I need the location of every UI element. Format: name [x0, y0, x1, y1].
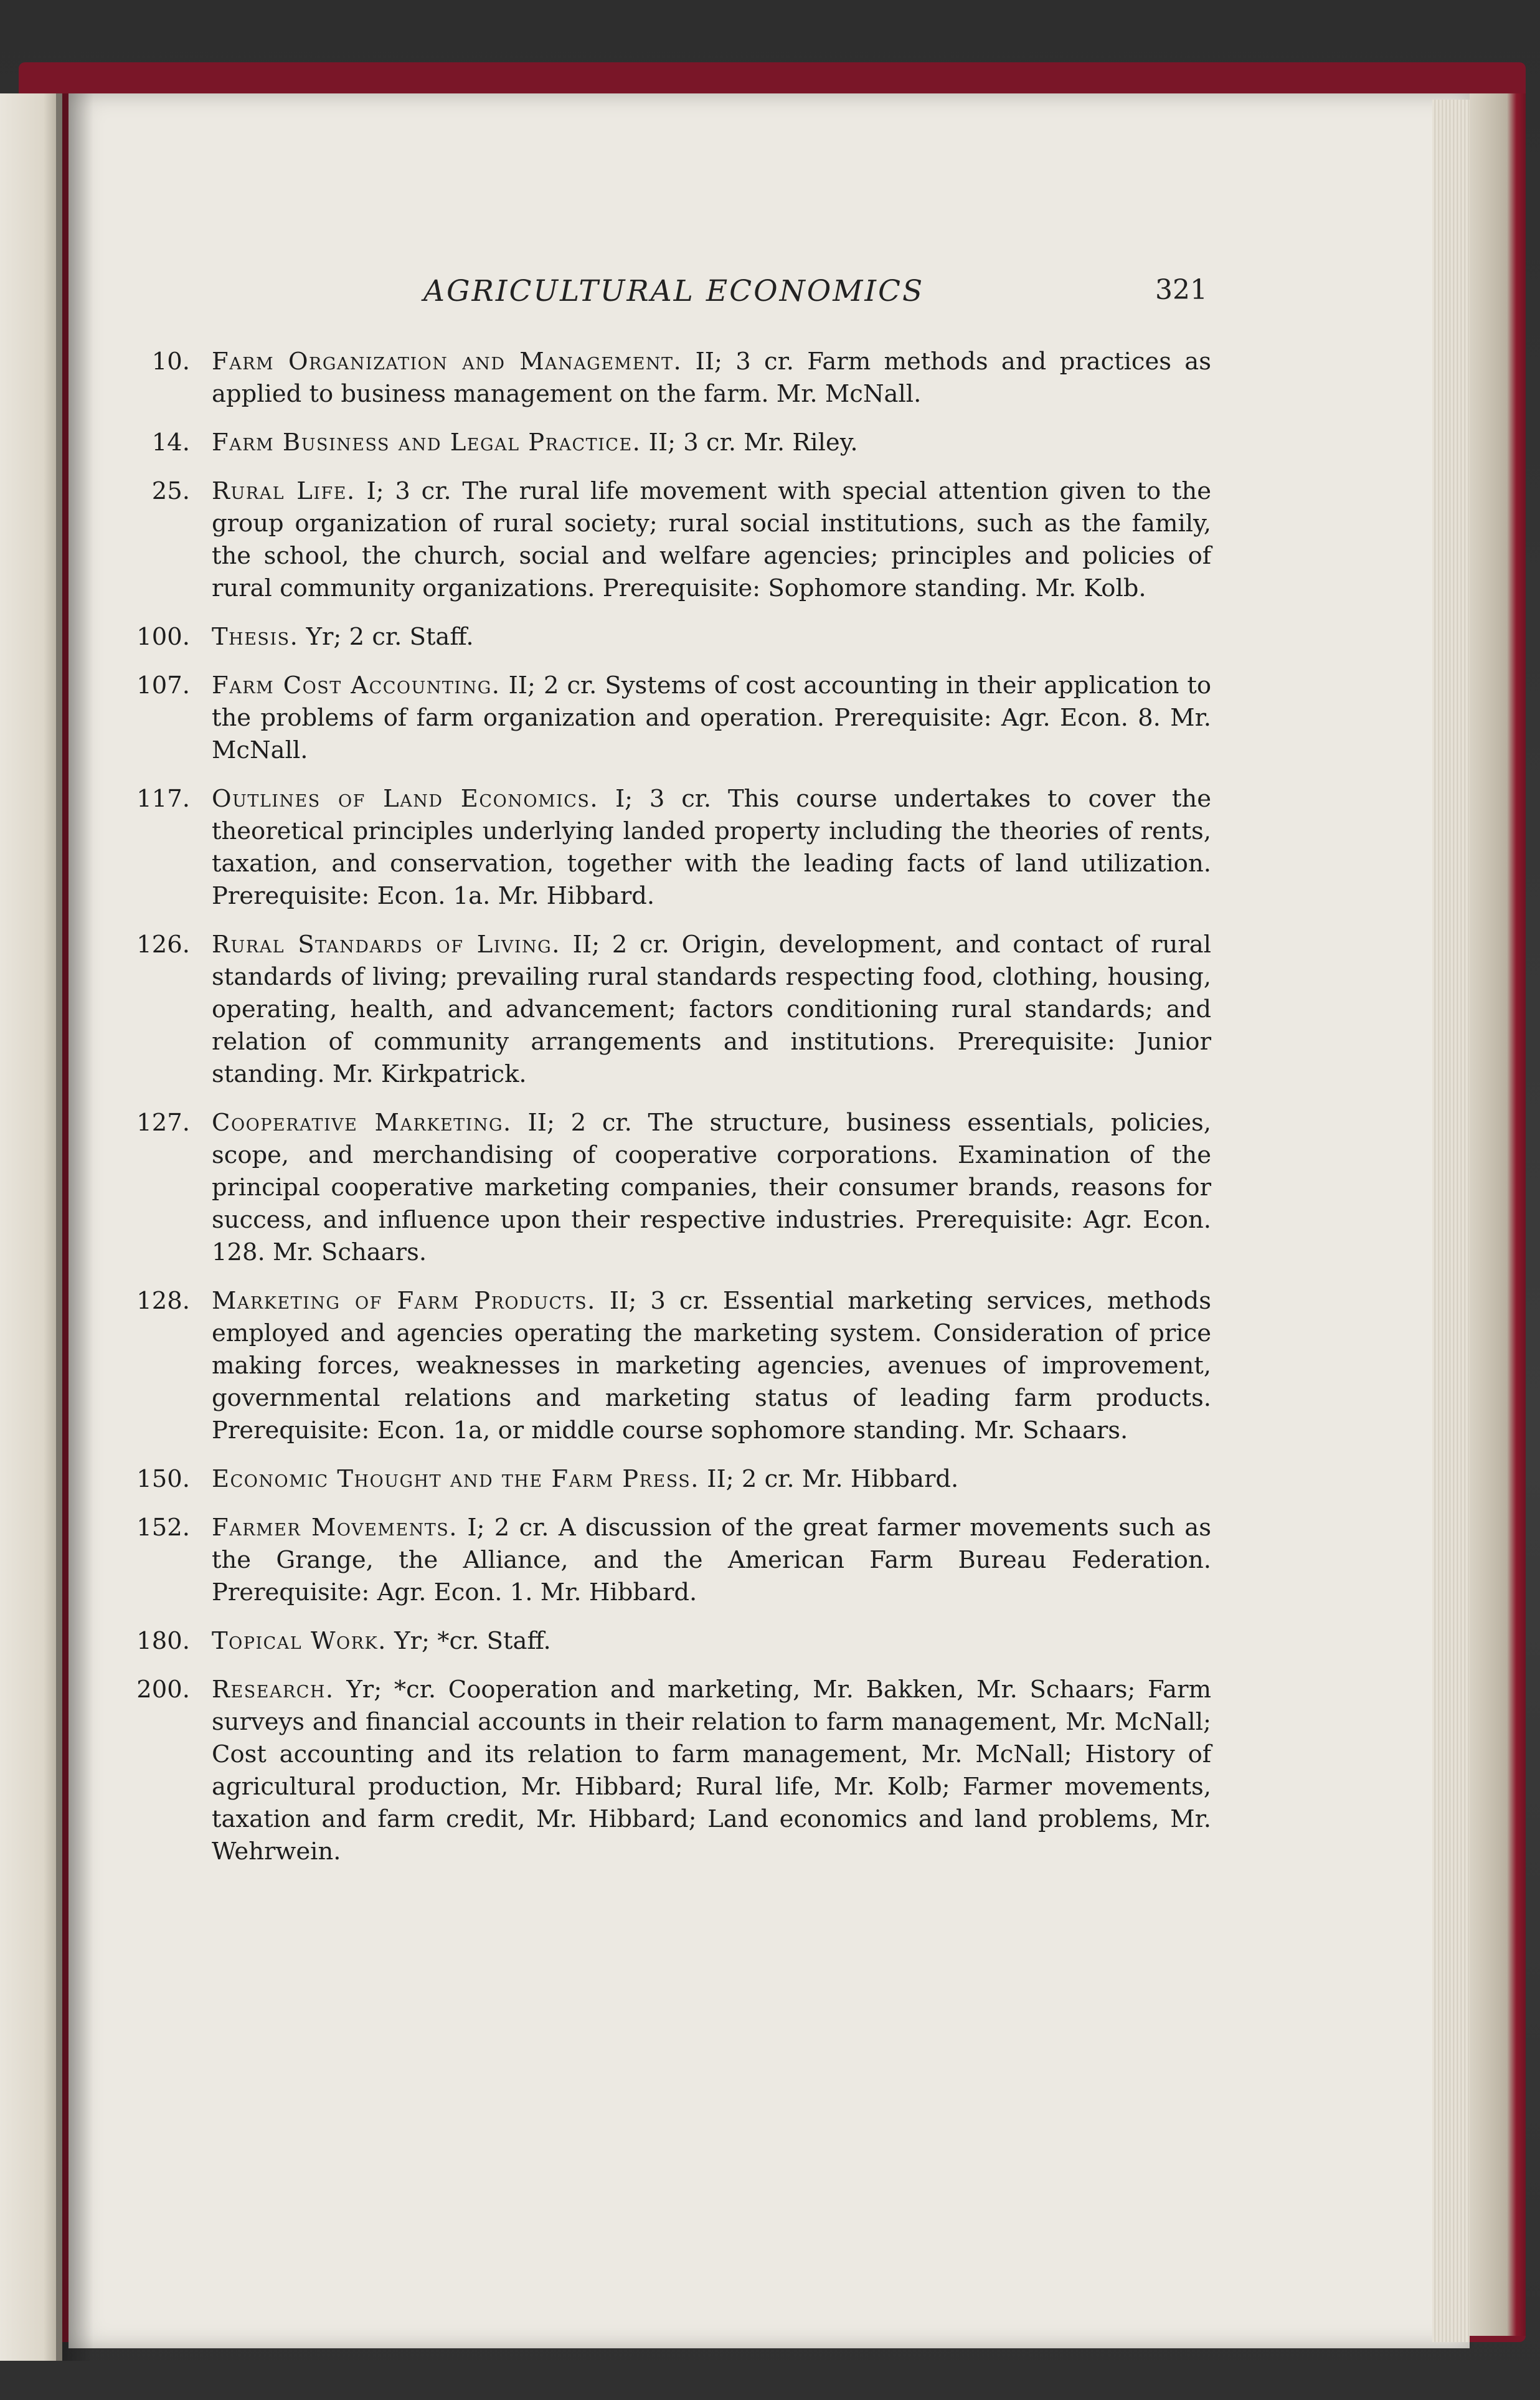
course-description: II; 3 cr. Essential marketing services, methods employed and agencies operating the marketing system. Consideration of price making forces, weaknesses in marketing agencies, avenues of improvement, governmental relations and marketing status of leading farm products. Prerequisite: Econ. 1a, or middle course sophomore standing. Mr. Schaars. — [212, 1287, 1211, 1444]
course-number: 180. — [136, 1627, 190, 1655]
course-entry — [115, 1107, 1211, 1269]
course-description: Yr; *cr. Cooperation and marketing, Mr. Bakken, Mr. Schaars; Farm surveys and financial accounts in their relation to farm management, Mr. McNall; Cost accounting and its relation to farm management, Mr. McNall; History of agricultural production, Mr. Hibbard; Rural life, Mr. Kolb; Farmer movements, taxation and farm credit, Mr. Hibbard; Land economics and land problems, Mr. Wehrwein. — [212, 1676, 1211, 1866]
course-description: I; 3 cr. This course undertakes to cover the theoretical principles underlying landed property including the theories of rents, taxation, and conservation, together with the leading facts of land utilization. Prerequisite: Econ. 1a. Mr. Hibbard. — [212, 785, 1211, 910]
course-number: 150. — [136, 1465, 190, 1493]
course-entry — [115, 929, 1211, 1091]
course-description: II; 2 cr. Origin, development, and contact of rural standards of living; prevailing rural standards respecting food, clothing, housing, operating, health, and advancement; factors conditioning rural standards; and relation of community arrangements and institutions. Prerequisite: Junior standing. Mr. Kirkpatrick. — [212, 931, 1211, 1088]
course-entry — [115, 670, 1211, 767]
course-number: 126. — [136, 931, 190, 959]
course-entry — [115, 475, 1211, 605]
course-number: 128. — [136, 1287, 190, 1315]
course-entry — [115, 1285, 1211, 1447]
course-title: Marketing of Farm Products. — [212, 1287, 596, 1315]
course-description: II; 2 cr. Mr. Hibbard. — [707, 1465, 959, 1493]
course-number: 10. — [151, 348, 190, 376]
course-description: Yr; *cr. Staff. — [394, 1627, 551, 1655]
course-entry — [115, 621, 1211, 653]
course-description: I; 2 cr. A discussion of the great farmer movements such as the Grange, the Alliance, and the American Farm Bureau Federation. Prerequisite: Agr. Econ. 1. Mr. Hibbard. — [212, 1514, 1211, 1606]
course-entry — [115, 346, 1211, 410]
course-description: Yr; 2 cr. Staff. — [306, 623, 474, 651]
course-entry — [115, 1625, 1211, 1658]
course-title: Farm Business and Legal Practice. — [212, 429, 641, 457]
course-entry — [115, 1463, 1211, 1496]
course-description: II; 2 cr. Systems of cost accounting in their application to the problems of farm organization and operation. Prerequisite: Agr. Econ. 8. Mr. McNall. — [212, 671, 1211, 764]
course-title: Cooperative Marketing. — [212, 1109, 512, 1137]
course-entry — [115, 1512, 1211, 1609]
course-description: II; 2 cr. The structure, business essentials, policies, scope, and merchandising of cooperative corporations. Examination of the principal cooperative marketing companies, their consumer brands, reasons for success, and influence upon their respective industries. Prerequisite: Agr. Econ. 128. Mr. Schaars. — [212, 1109, 1212, 1266]
course-description: I; 3 cr. The rural life movement with special attention given to the group organization of rural society; rural social institutions, such as the family, the school, the church, social and welfare agencies; principles and policies of rural community organizations. Prerequisite: Sophomore standing. Mr. Kolb. — [212, 477, 1211, 602]
course-number: 152. — [136, 1514, 190, 1542]
facing-page-margin — [0, 93, 62, 2361]
course-title: Farmer Movements. — [212, 1514, 458, 1542]
course-title: Thesis. — [212, 623, 299, 651]
course-title: Farm Organization and Management. — [212, 348, 683, 376]
page-number: 321 — [1155, 274, 1207, 306]
course-list — [115, 346, 1211, 1884]
course-title: Topical Work. — [212, 1627, 387, 1655]
book-page-edge — [1470, 93, 1526, 2336]
course-entry — [115, 1674, 1211, 1868]
course-title: Economic Thought and the Farm Press. — [212, 1465, 699, 1493]
course-title: Farm Cost Accounting. — [212, 671, 501, 700]
course-title: Rural Life. — [212, 477, 356, 505]
running-head: AGRICULTURAL ECONOMICS — [423, 274, 925, 308]
course-number: 107. — [136, 671, 190, 700]
course-title: Rural Standards of Living. — [212, 931, 560, 959]
course-number: 200. — [136, 1676, 190, 1704]
course-number: 127. — [136, 1109, 190, 1137]
course-description: II; 3 cr. Mr. Riley. — [648, 429, 858, 457]
course-entry — [115, 783, 1211, 913]
course-description: II; 3 cr. Farm methods and practices as applied to business management on the farm. Mr. McNall. — [212, 348, 1212, 408]
course-entry — [115, 427, 1211, 459]
course-number: 117. — [136, 785, 190, 813]
course-number: 100. — [136, 623, 190, 651]
course-number: 14. — [151, 429, 190, 457]
course-title: Outlines of Land Economics. — [212, 785, 599, 813]
course-number: 25. — [151, 477, 190, 505]
spine-shadow — [56, 93, 93, 2361]
page-block-edges — [1432, 100, 1470, 2342]
course-title: Research. — [212, 1676, 334, 1704]
